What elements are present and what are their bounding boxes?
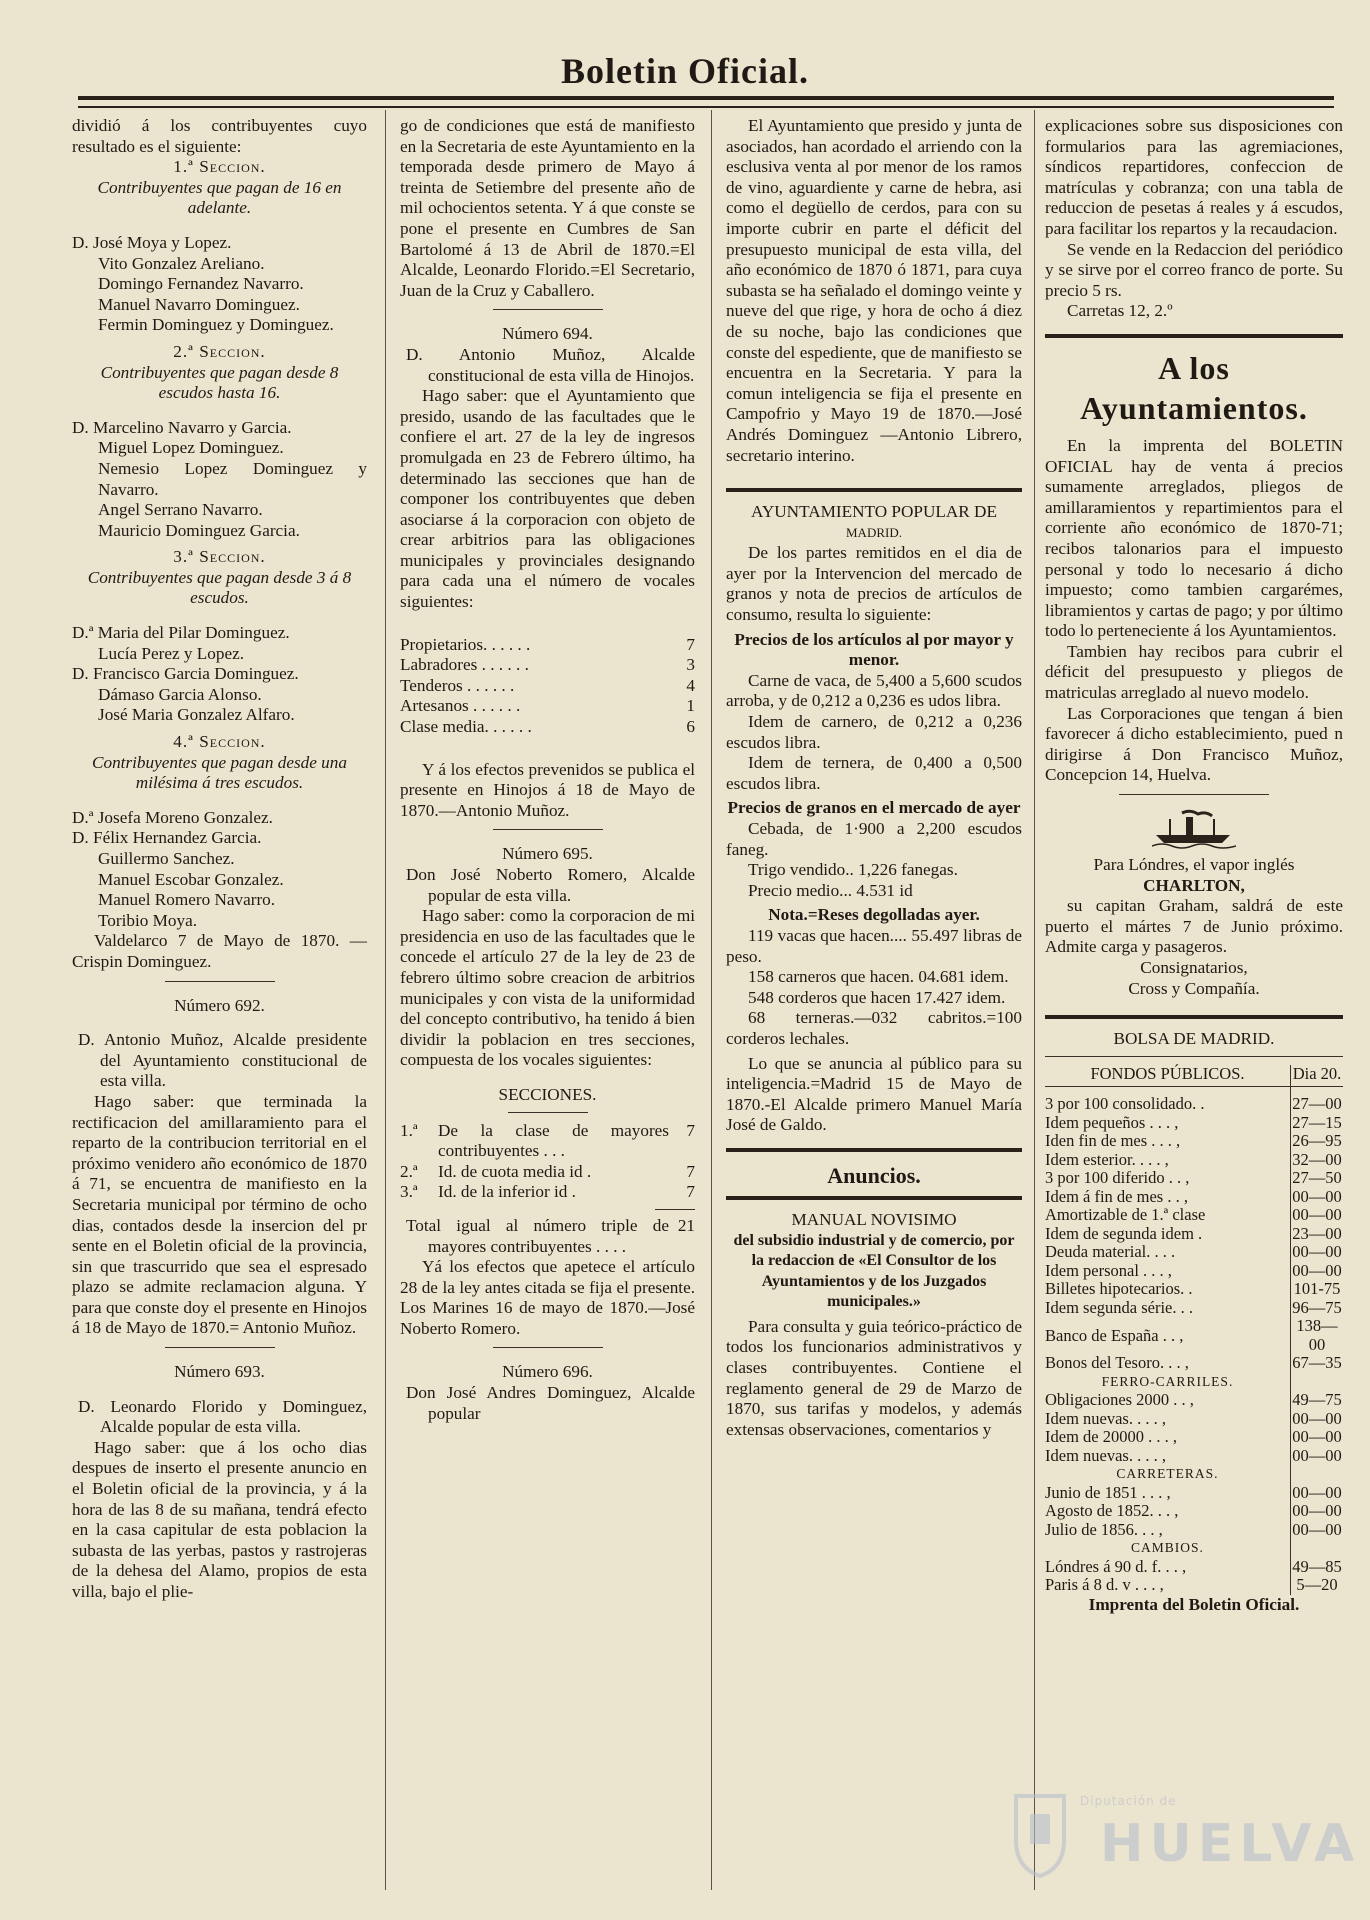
manual-body: Para consulta y guia teórico-práctico de todos los funcionarios administrativos y clases contribuyentes. Contiene el reglamento general de 29 de Marzo de 1870, sus tarifas y modelos, y además extensas observaciones, comentarios y bbox=[726, 1316, 1022, 1439]
bolsa-value: 00—00 bbox=[1292, 1482, 1342, 1502]
vocales-label: Tenderos . . . . . . bbox=[400, 675, 515, 695]
bolsa-row bbox=[1045, 1428, 1343, 1447]
bolsa-row bbox=[1045, 1521, 1343, 1540]
seccion-4-name: Manuel Escobar Gonzalez. bbox=[98, 869, 284, 889]
seccion-4-name: Toribio Moya. bbox=[98, 910, 198, 930]
bolsa-label: Billetes hipotecarios. . bbox=[1045, 1279, 1193, 1299]
seccion-1-desc: Contribuyentes que pagan de 16 en adelante. bbox=[97, 177, 342, 218]
seccion-3-name: Lucía Perez y Lopez. bbox=[98, 643, 245, 663]
vocales-row bbox=[400, 676, 695, 697]
separator bbox=[165, 981, 275, 982]
vocales-value: 4 bbox=[686, 675, 695, 695]
seccion-4-close: Valdelarco 7 de Mayo de 1870. —Crispin Dominguez. bbox=[72, 931, 367, 971]
bolsa-value: 49—85 bbox=[1292, 1556, 1342, 1576]
vocales-label: Clase media. . . . . . bbox=[400, 717, 532, 737]
carretas-address: Carretas 12, 2.º bbox=[1067, 301, 1173, 321]
bolsa-subheading: FERRO-CARRILES. bbox=[1101, 1373, 1234, 1389]
numero-692-title: Número 692. bbox=[174, 995, 265, 1015]
numero-694-close: Y á los efectos prevenidos se publica el presente en Hinojos á 18 de Mayo de 1870.—Antonio Muñoz. bbox=[400, 759, 695, 820]
bolsa-value: 32—00 bbox=[1292, 1149, 1342, 1169]
bolsa-value: 67—35 bbox=[1292, 1353, 1342, 1373]
consignatarios: Consignatarios, bbox=[1140, 958, 1248, 977]
col2-continuation: go de condiciones que está de manifiesto en la Secretaria de este Ayuntamiento en la temporada desde primero de Mayo á treinta de Setiembre del presente año de mil ochocientos setenta. Y á que conste se pone el presente en Cumbres de San Bartolomé á 13 de Abril de 1870.=El Alcalde, Leonardo Florido.=El Secretario, Juan de la Cruz y Caballero. bbox=[400, 116, 695, 300]
ternera: Idem de ternera, de 0,400 a 0,500 escudos libra. bbox=[726, 753, 1022, 793]
seccion-label: De la clase de mayores contribuyentes . . . bbox=[438, 1120, 669, 1161]
bolsa-label: Junio de 1851 . . . , bbox=[1045, 1482, 1171, 1502]
trigo: Trigo vendido.. 1,226 fanegas. bbox=[748, 860, 958, 880]
bolsa-row bbox=[1045, 1095, 1343, 1114]
bolsa-table bbox=[1045, 1065, 1343, 1595]
imprenta-body: En la imprenta del BOLETIN OFICIAL hay de venta á precios sumamente arreglados, pliegos de amillaramientos y repartimientos para el corriente año económico de 1870-71; recibos talonarios para el impuesto personal y todo lo necesario á dicho impuesto; como tambien cargarémes, libramientos y cartas de pago; y por último todo lo perteneciente á los Ayuntamientos. bbox=[1045, 435, 1343, 641]
column-4 bbox=[1045, 116, 1343, 1615]
bolsa-value: 27—00 bbox=[1292, 1094, 1342, 1114]
bolsa-subheading-blank bbox=[1291, 1465, 1344, 1484]
seccion-num: 3.ª bbox=[400, 1182, 418, 1202]
vocales-value: 1 bbox=[686, 696, 695, 716]
bolsa-row bbox=[1045, 1262, 1343, 1281]
vocales-row bbox=[400, 717, 695, 738]
seccion-num: 1.ª bbox=[400, 1120, 418, 1140]
bolsa-label: Agosto de 1852. . . , bbox=[1045, 1501, 1179, 1521]
masthead-title: Boletin Oficial. bbox=[561, 51, 809, 91]
bolsa-row bbox=[1045, 1114, 1343, 1133]
bolsa-row bbox=[1045, 1280, 1343, 1299]
total-rule bbox=[655, 1209, 695, 1210]
seccion-4-name: D. Félix Hernandez Garcia. bbox=[72, 828, 262, 848]
bolsa-title: BOLSA DE MADRID. bbox=[1113, 1029, 1275, 1049]
bolsa-label: Idem personal . . . , bbox=[1045, 1260, 1172, 1280]
bolsa-value: 96—75 bbox=[1292, 1297, 1342, 1317]
bolsa-row bbox=[1045, 1188, 1343, 1207]
section-rule bbox=[726, 1148, 1022, 1152]
vocales-label: Labradores . . . . . . bbox=[400, 655, 529, 675]
vocales-value: 7 bbox=[686, 634, 695, 654]
seccion-value: 7 bbox=[686, 1182, 695, 1202]
vocales-row bbox=[400, 635, 695, 656]
bolsa-value: 00—00 bbox=[1292, 1445, 1342, 1465]
bolsa-subheading-row bbox=[1045, 1373, 1343, 1392]
venta-text: Se vende en la Redaccion del periódico y se sirve por el correo franco de porte. Su precio 5 rs. bbox=[1045, 239, 1343, 300]
bolsa-label: Julio de 1856. . . , bbox=[1045, 1519, 1163, 1539]
separator bbox=[508, 1112, 588, 1113]
numero-692-heading: D. Antonio Muñoz, Alcalde presidente del Ayuntamiento constitucional de esta villa. bbox=[78, 1030, 367, 1091]
madrid-close: Lo que se anuncia al público para su inteligencia.=Madrid 15 de Mayo de 1870.-El Alcalde primero Manuel María José de Galdo. bbox=[726, 1053, 1022, 1135]
bolsa-subheading-blank bbox=[1291, 1373, 1344, 1392]
seccion-1-title: 1.ª Seccion. bbox=[173, 157, 266, 177]
vocales-row bbox=[400, 696, 695, 717]
ayuntamiento-madrid-body: De los partes remitidos en el dia de ayer por la Intervencion del mercado de granos y nota de precios de artículos de consumo, resulta lo siguiente: bbox=[726, 543, 1022, 625]
column-3 bbox=[726, 116, 1022, 1440]
bolsa-row bbox=[1045, 1243, 1343, 1262]
numero-693-heading: D. Leonardo Florido y Dominguez, Alcalde popular de esta villa. bbox=[78, 1396, 367, 1437]
seccion-label: Id. de la inferior id . bbox=[438, 1182, 576, 1202]
seccion-1-name: Manuel Navarro Dominguez. bbox=[98, 294, 300, 314]
seccion-3-name: D.ª Maria del Pilar Dominguez. bbox=[72, 623, 290, 643]
steamship-icon bbox=[1152, 809, 1236, 849]
bolsa-label: Paris á 8 d. v . . . , bbox=[1045, 1575, 1164, 1595]
bolsa-value: 00—00 bbox=[1292, 1260, 1342, 1280]
bolsa-label: Idem á fin de mes . . , bbox=[1045, 1186, 1188, 1206]
separator bbox=[493, 829, 603, 830]
seccion-4-name: D.ª Josefa Moreno Gonzalez. bbox=[72, 807, 273, 827]
vocales-value: 3 bbox=[686, 655, 695, 675]
bolsa-value: 00—00 bbox=[1292, 1186, 1342, 1206]
bolsa-subheading-row bbox=[1045, 1539, 1343, 1558]
bolsa-value: 00—00 bbox=[1292, 1519, 1342, 1539]
bolsa-subheading: CARRETERAS. bbox=[1116, 1466, 1219, 1482]
watermark-line2: HUELVA bbox=[1100, 1814, 1361, 1874]
seccion-row bbox=[400, 1182, 695, 1203]
bolsa-row bbox=[1045, 1317, 1343, 1354]
separator bbox=[493, 1347, 603, 1348]
numero-692-body: Hago saber: que terminada la rectificacion del amillaramiento para el reparto de la contribucion territorial en el próximo venidero año económico de 1870 á 71, se encuentra de manifiesto en la Secretaria municipal por término de ocho dias, contados desde la insercion del pr sente en el Boletin oficial de la provincia, sin que trascurrido que sea el espresado plazo se admite reclamacion alguna. Y para que conste doy el presente en Hinojos á 18 de Mayo de 1870.= Antonio Muñoz. bbox=[72, 1091, 367, 1338]
precio-medio: Precio medio... 4.531 id bbox=[748, 880, 913, 900]
bolsa-label: Idem pequeños . . . , bbox=[1045, 1112, 1179, 1132]
seccion-4-desc: Contribuyentes que pagan desde una milésima á tres escudos. bbox=[92, 752, 347, 793]
bolsa-value: 101-75 bbox=[1291, 1280, 1344, 1299]
seccion-value: 7 bbox=[686, 1120, 695, 1140]
col4-continuation: explicaciones sobre sus disposiciones con formularios para las agremiaciones, síndicos repartidores, confeccion de matrículas y cobranza; con una tabla de reduccion de pesetas á reales y á escudos, para facilitar los repartos y la recaudacion. bbox=[1045, 116, 1343, 238]
seccion-4-name: Guillermo Sanchez. bbox=[98, 849, 235, 868]
bolsa-header-row bbox=[1045, 1065, 1343, 1087]
vapor-body: su capitan Graham, saldrá de este puerto el mártes 7 de Junio próximo. Admite carga y pasageros. bbox=[1045, 896, 1343, 957]
bolsa-label: Iden fin de mes . . . , bbox=[1045, 1131, 1181, 1151]
bolsa-value: 00—00 bbox=[1292, 1408, 1342, 1428]
seccion-2-name: Mauricio Dominguez Garcia. bbox=[98, 520, 300, 540]
bolsa-row bbox=[1045, 1206, 1343, 1225]
seccion-num: 2.ª bbox=[400, 1161, 418, 1181]
bolsa-value: 27—50 bbox=[1292, 1168, 1342, 1188]
cebada: Cebada, de 1·900 a 2,200 escudos faneg. bbox=[726, 819, 1022, 859]
bolsa-value: 49—75 bbox=[1292, 1390, 1342, 1410]
ayuntamiento-madrid-sub: MADRID. bbox=[846, 524, 902, 540]
bolsa-value: 27—15 bbox=[1292, 1112, 1342, 1132]
anuncios-title: Anuncios. bbox=[827, 1162, 921, 1188]
vapor-name: CHARLTON, bbox=[1143, 875, 1245, 895]
numero-695-title: Número 695. bbox=[502, 844, 593, 864]
seccion-2-desc: Contribuyentes que pagan desde 8 escudos hasta 16. bbox=[100, 362, 339, 403]
bolsa-label: Idem nuevas. . . . , bbox=[1045, 1408, 1166, 1428]
bolsa-row bbox=[1045, 1484, 1343, 1503]
corporaciones-text: Las Corporaciones que tengan á bien favorecer á dicho establecimiento, pued n dirigirse á Don Francisco Muñoz, Concepcion 14, Huelva. bbox=[1045, 703, 1343, 785]
vocales-label: Artesanos . . . . . . bbox=[400, 696, 521, 716]
bolsa-label: Obligaciones 2000 . . , bbox=[1045, 1390, 1194, 1410]
fondos-title: FONDOS PÚBLICOS. bbox=[1045, 1065, 1291, 1087]
granos-title: Precios de granos en el mercado de ayer bbox=[727, 798, 1021, 818]
masthead-rule bbox=[78, 96, 1334, 108]
bolsa-value: 138—00 bbox=[1291, 1317, 1344, 1354]
bolsa-value: 00—00 bbox=[1292, 1427, 1342, 1447]
column-1 bbox=[72, 116, 367, 1603]
section-rule bbox=[1045, 334, 1343, 338]
manual-title: MANUAL NOVISIMO bbox=[791, 1209, 957, 1229]
bolsa-row bbox=[1045, 1299, 1343, 1318]
bolsa-value: 23—00 bbox=[1292, 1223, 1342, 1243]
bolsa-row bbox=[1045, 1132, 1343, 1151]
numero-695-body: Hago saber: como la corporacion de mi presidencia en uso de las facultades que le concede el artículo 27 de la ley de 23 de febrero último sobre creacion de arbitrios municipales y con vista de la uniformidad del concepto contributivo, ha tenido á bien dividir la poblacion en tres secciones, compuesta de los vocales siguientes: bbox=[400, 906, 695, 1070]
seccion-3-title: 3.ª Seccion. bbox=[173, 547, 266, 567]
coat-of-arms-icon bbox=[1010, 1790, 1070, 1880]
bolsa-row bbox=[1045, 1225, 1343, 1244]
col1-intro: dividió á los contribuyentes cuyo resultado es el siguiente: bbox=[72, 116, 367, 156]
seccion-2-name: Nemesio Lopez Dominguez y Navarro. bbox=[98, 458, 367, 499]
column-divider-2 bbox=[711, 110, 712, 1890]
bolsa-label: Idem de 20000 . . . , bbox=[1045, 1427, 1177, 1447]
bolsa-value: 00—00 bbox=[1292, 1205, 1342, 1225]
seccion-4-name: Manuel Romero Navarro. bbox=[98, 890, 276, 910]
carneros: 158 carneros que hacen. 04.681 idem. bbox=[748, 967, 1009, 987]
manual-subtitle: del subsidio industrial y de comercio, por la redaccion de «El Consultor de los Ayuntamientos y de los Juzgados municipales.» bbox=[733, 1231, 1015, 1311]
bolsa-row bbox=[1045, 1410, 1343, 1429]
column-divider-3 bbox=[1034, 110, 1035, 1890]
numero-695-heading: Don José Noberto Romero, Alcalde popular de esta villa. bbox=[406, 865, 695, 905]
numero-694-title: Número 694. bbox=[502, 324, 593, 344]
bolsa-label: Banco de España . . , bbox=[1045, 1325, 1184, 1345]
col3-continuation: El Ayuntamiento que presido y junta de asociados, han acordado el arriendo con la esclusiva venta al por menor de los ramos de vino, aguardiente y carne de hebra, asi como el degüello de cerdos, para con su importe cubrir en parte el déficit del presupuesto municipal de esta villa, del año económico de 1870 ó 1871, para cuya subasta se ha señalado el domingo veinte y nueve del que rige, y hora de ocho á diez de su noche, bajo las condiciones que conste del espediente, que de manifiesto se encuentra en la Secretaria. Y para la comun inteligencia se fija el presente en Campofrio y Mayo 19 de 1870.—José Andrés Dominguez —Antonio Librero, secretario interino. bbox=[726, 116, 1022, 465]
cross-company: Cross y Compañía. bbox=[1128, 978, 1260, 998]
seccion-2-title: 2.ª Seccion. bbox=[173, 341, 266, 361]
bolsa-value: 00—00 bbox=[1292, 1501, 1342, 1521]
vocales-value: 6 bbox=[686, 717, 695, 737]
bolsa-row bbox=[1045, 1391, 1343, 1410]
precios-title: Precios de los artículos al por mayor y menor. bbox=[734, 629, 1014, 670]
total-row bbox=[400, 1216, 695, 1257]
tambien-text: Tambien hay recibos para cubrir el déficit del presupuesto y pliegos de matriculas arreglado al nuevo modelo. bbox=[1045, 641, 1343, 703]
carne-vaca: Carne de vaca, de 5,400 a 5,600 scudos arroba, y de 0,212 a 0,236 es udos libra. bbox=[726, 670, 1022, 711]
bolsa-label: Deuda material. . . . bbox=[1045, 1242, 1176, 1262]
bolsa-label: Amortizable de 1.ª clase bbox=[1045, 1205, 1206, 1225]
imprenta-footer: Imprenta del Boletin Oficial. bbox=[1088, 1594, 1300, 1614]
seccion-3-desc: Contribuyentes que pagan desde 3 á 8 escudos. bbox=[87, 567, 352, 608]
ayuntamientos-title: A los Ayuntamientos. bbox=[1080, 349, 1308, 426]
numero-695-close: Yá los efectos que apetece el artículo 28 de la ley antes citada se fija el presente. Los Marines 16 de mayo de 1870.—José Noberto Romero. bbox=[400, 1257, 695, 1338]
bolsa-label: 3 por 100 diferido . . , bbox=[1045, 1168, 1190, 1188]
seccion-1-name: Vito Gonzalez Areliano. bbox=[98, 253, 265, 273]
bolsa-subheading-row bbox=[1045, 1465, 1343, 1484]
bolsa-row bbox=[1045, 1151, 1343, 1170]
total-label: Total igual al número triple de mayores contribuyentes . . . . bbox=[406, 1215, 669, 1256]
watermark-line1: Diputación de bbox=[1080, 1794, 1177, 1808]
dia-label: Dia 20. bbox=[1291, 1065, 1344, 1087]
seccion-row bbox=[400, 1121, 695, 1162]
separator bbox=[1045, 1056, 1343, 1057]
seccion-3-name: Dámaso Garcia Alonso. bbox=[98, 684, 262, 704]
seccion-1-name: Domingo Fernandez Navarro. bbox=[98, 274, 304, 294]
bolsa-row bbox=[1045, 1354, 1343, 1373]
bolsa-value: 26—95 bbox=[1292, 1131, 1342, 1151]
numero-694-heading: D. Antonio Muñoz, Alcalde constitucional de esta villa de Hinojos. bbox=[406, 344, 695, 385]
seccion-1-name: D. José Moya y Lopez. bbox=[72, 232, 232, 252]
separator bbox=[1119, 794, 1269, 795]
secciones-title: SECCIONES. bbox=[498, 1084, 597, 1104]
bolsa-label: Idem de segunda idem . bbox=[1045, 1223, 1203, 1243]
ayuntamiento-madrid-title: AYUNTAMIENTO POPULAR DE bbox=[751, 502, 997, 522]
bolsa-label: Bonos del Tesoro. . . , bbox=[1045, 1353, 1189, 1373]
bolsa-subheading: CAMBIOS. bbox=[1131, 1540, 1204, 1556]
bolsa-label: Idem esterior. . . . , bbox=[1045, 1149, 1169, 1169]
carnero: Idem de carnero, de 0,212 a 0,236 escudos libra. bbox=[726, 712, 1022, 752]
vacas: 119 vacas que hacen.... 55.497 libras de peso. bbox=[726, 925, 1022, 966]
numero-694-body: Hago saber: que el Ayuntamiento que presido, usando de las facultades que le confiere el art. 27 de la ley de ingresos promulgada en 23 de Febrero último, ha determinado las secciones que han de componer los contribuyentes que deben asociarse á la corporacion con objeto de crear arbitrios para las obligaciones municipales y provinciales designando para cada una el número de vocales siguientes: bbox=[400, 386, 695, 612]
seccion-row bbox=[400, 1162, 695, 1183]
numero-696-title: Número 696. bbox=[502, 1362, 593, 1382]
bolsa-subheading-blank bbox=[1291, 1539, 1344, 1558]
numero-693-title: Número 693. bbox=[174, 1362, 265, 1382]
seccion-value: 7 bbox=[686, 1161, 695, 1181]
bolsa-label: 3 por 100 consolidado. . bbox=[1045, 1094, 1205, 1114]
seccion-3-name: D. Francisco Garcia Dominguez. bbox=[72, 664, 299, 684]
seccion-label: Id. de cuota media id . bbox=[438, 1161, 592, 1181]
section-rule bbox=[726, 1196, 1022, 1200]
seccion-2-name: Miguel Lopez Dominguez. bbox=[98, 438, 284, 458]
nota-title: Nota.=Reses degolladas ayer. bbox=[768, 905, 980, 925]
seccion-3-name: José Maria Gonzalez Alfaro. bbox=[98, 705, 295, 725]
bolsa-label: Idem nuevas. . . . , bbox=[1045, 1445, 1166, 1465]
bolsa-row bbox=[1045, 1576, 1343, 1595]
archive-watermark bbox=[1010, 1780, 1361, 1890]
section-rule bbox=[726, 488, 1022, 492]
section-rule bbox=[1045, 1015, 1343, 1019]
column-divider-1 bbox=[385, 110, 386, 1890]
seccion-1-name: Fermin Dominguez y Dominguez. bbox=[98, 315, 334, 335]
vocales-label: Propietarios. . . . . . bbox=[400, 634, 531, 654]
bolsa-row bbox=[1045, 1502, 1343, 1521]
bolsa-label: Lóndres á 90 d. f. . . , bbox=[1045, 1556, 1187, 1576]
bolsa-row bbox=[1045, 1558, 1343, 1577]
separator bbox=[493, 309, 603, 310]
numero-693-body: Hago saber: que á los ocho dias despues de inserto el presente anuncio en el Boletin oficial de la provincia, y á la hora de las 8 de su mañana, tendrá efecto en la casa capitular de esta poblacion la subasta de las yerbas, pastos y rastrojeras de la dehesa del Alamo, propios de esta villa, bajo el plie- bbox=[72, 1437, 367, 1601]
terneras: 68 terneras.—032 cabritos.=100 corderos lechales. bbox=[726, 1008, 1022, 1048]
bolsa-label: Idem segunda série. . . bbox=[1045, 1297, 1193, 1317]
column-2 bbox=[400, 116, 695, 1424]
seccion-2-name: Angel Serrano Navarro. bbox=[98, 500, 263, 520]
vapor-line: Para Lóndres, el vapor inglés bbox=[1093, 855, 1295, 875]
corderos: 548 corderos que hacen 17.427 idem. bbox=[748, 987, 1006, 1007]
bolsa-value: 5—20 bbox=[1291, 1576, 1344, 1595]
seccion-4-title: 4.ª Seccion. bbox=[173, 732, 266, 752]
vocales-row bbox=[400, 655, 695, 676]
bolsa-row bbox=[1045, 1447, 1343, 1466]
numero-696-heading: Don José Andres Dominguez, Alcalde popular bbox=[406, 1383, 695, 1423]
separator bbox=[165, 1347, 275, 1348]
bolsa-value: 00—00 bbox=[1292, 1242, 1342, 1262]
seccion-2-name: D. Marcelino Navarro y Garcia. bbox=[72, 417, 292, 437]
bolsa-row bbox=[1045, 1169, 1343, 1188]
total-value: 21 bbox=[677, 1215, 695, 1235]
